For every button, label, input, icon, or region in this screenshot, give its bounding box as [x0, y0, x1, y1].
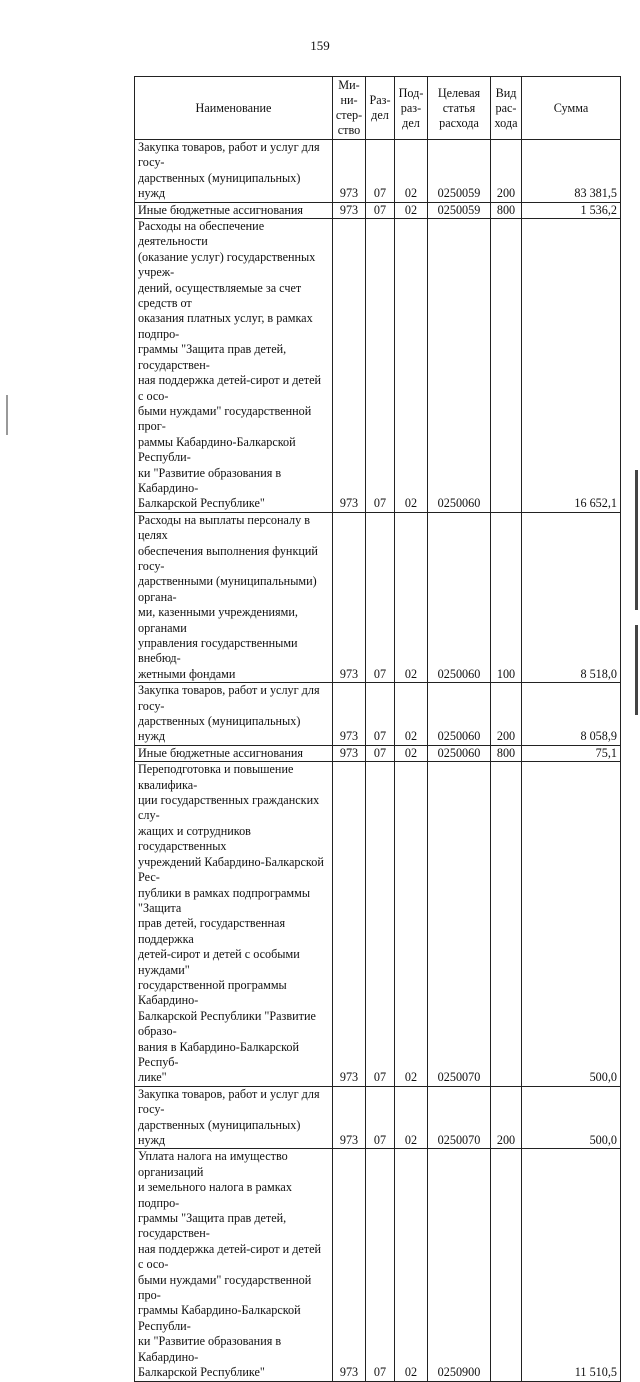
cell-name: Иные бюджетные ассигнования: [135, 202, 333, 218]
cell-expense-type: 200: [491, 140, 522, 203]
cell-name: Переподготовка и повышение квалифика- ции государственных гражданских слу- жащих и сотрудников государственных учреждений Кабардино-Балкарской Рес- публики в рамках подпрограммы "Защита прав детей, государственная поддержка детей-сирот и детей с особыми нуждами" государственной программы Кабардино- Балкарской Республики "Развитие образо- вания в Кабардино-Балкарской Респуб- лике": [135, 762, 333, 1087]
cell-name: Уплата налога на имущество организаций и земельного налога в рамках подпро- граммы "Защита прав детей, государствен- ная поддержка детей-сирот и детей с осо- быми нуждами" государственной про- граммы Кабардино-Балкарской Республи- ки "Развитие образования в Кабардино- Балкарской Республике": [135, 1149, 333, 1381]
cell-ministry: 973: [333, 512, 366, 682]
header-sum: Сумма: [522, 77, 621, 140]
scan-edge-mark: [635, 470, 638, 610]
cell-target: 0250060: [428, 683, 491, 746]
cell-subsection: 02: [395, 683, 428, 746]
cell-subsection: 02: [395, 219, 428, 513]
table-row: [135, 745, 621, 761]
cell-section: 07: [366, 219, 395, 513]
cell-section: 07: [366, 762, 395, 1087]
cell-section: 07: [366, 745, 395, 761]
cell-subsection: 02: [395, 202, 428, 218]
cell-subsection: 02: [395, 512, 428, 682]
cell-name: Закупка товаров, работ и услуг для госу- дарственных (муниципальных) нужд: [135, 1086, 333, 1149]
cell-subsection: 02: [395, 1149, 428, 1381]
cell-section: 07: [366, 202, 395, 218]
cell-target: 0250060: [428, 745, 491, 761]
table-body: [135, 140, 621, 1382]
cell-sum: 500,0: [522, 762, 621, 1087]
cell-sum: 11 510,5: [522, 1149, 621, 1381]
cell-subsection: 02: [395, 1086, 428, 1149]
cell-ministry: 973: [333, 202, 366, 218]
header-target: Целевая статья расхода: [428, 77, 491, 140]
cell-name: Иные бюджетные ассигнования: [135, 745, 333, 761]
cell-ministry: 973: [333, 140, 366, 203]
scan-edge-mark: [6, 395, 8, 435]
cell-sum: 8 058,9: [522, 683, 621, 746]
cell-sum: 83 381,5: [522, 140, 621, 203]
header-subsection: Под- раз- дел: [395, 77, 428, 140]
cell-name: Закупка товаров, работ и услуг для госу- дарственных (муниципальных) нужд: [135, 140, 333, 203]
table-row: [135, 219, 621, 513]
cell-sum: 8 518,0: [522, 512, 621, 682]
cell-ministry: 973: [333, 1086, 366, 1149]
cell-target: 0250070: [428, 762, 491, 1087]
cell-target: 0250070: [428, 1086, 491, 1149]
cell-target: 0250060: [428, 512, 491, 682]
cell-ministry: 973: [333, 762, 366, 1087]
table-row: [135, 1149, 621, 1381]
cell-subsection: 02: [395, 745, 428, 761]
cell-sum: 1 536,2: [522, 202, 621, 218]
cell-expense-type: 800: [491, 745, 522, 761]
cell-sum: 75,1: [522, 745, 621, 761]
cell-section: 07: [366, 1086, 395, 1149]
table-row: [135, 1086, 621, 1149]
cell-expense-type: 200: [491, 683, 522, 746]
cell-expense-type: [491, 1149, 522, 1381]
table-row: [135, 202, 621, 218]
cell-target: 0250900: [428, 1149, 491, 1381]
cell-name: Расходы на выплаты персоналу в целях обеспечения выполнения функций госу- дарственными (муниципальными) органа- ми, казенными учреждениями, органами управления государственными внебюд- жетными фондами: [135, 512, 333, 682]
cell-ministry: 973: [333, 683, 366, 746]
cell-section: 07: [366, 140, 395, 203]
table-row: [135, 140, 621, 203]
header-expense-type: Вид рас- хода: [491, 77, 522, 140]
page-number: 159: [310, 38, 330, 53]
cell-ministry: 973: [333, 745, 366, 761]
header-section: Раз- дел: [366, 77, 395, 140]
cell-ministry: 973: [333, 1149, 366, 1381]
cell-sum: 16 652,1: [522, 219, 621, 513]
cell-target: 0250060: [428, 219, 491, 513]
cell-expense-type: [491, 762, 522, 1087]
table-row: [135, 762, 621, 1087]
cell-section: 07: [366, 512, 395, 682]
table-row: [135, 683, 621, 746]
header-ministry: Ми- ни- стер- ство: [333, 77, 366, 140]
cell-expense-type: [491, 219, 522, 513]
budget-table: [134, 76, 621, 1382]
cell-name: Расходы на обеспечение деятельности (оказание услуг) государственных учреж- дений, осуществляемые за счет средств от оказания платных услуг, в рамках подпро- граммы "Защита прав детей, государствен- ная поддержка детей-сирот и детей с осо- быми нуждами" государственной прог- раммы Кабардино-Балкарской Республи- ки "Развитие образования в Кабардино- Балкарской Республике": [135, 219, 333, 513]
cell-expense-type: 800: [491, 202, 522, 218]
table-row: [135, 512, 621, 682]
cell-expense-type: 200: [491, 1086, 522, 1149]
cell-subsection: 02: [395, 762, 428, 1087]
cell-target: 0250059: [428, 202, 491, 218]
scan-edge-mark: [635, 625, 638, 715]
table-header-row: [135, 77, 621, 140]
cell-expense-type: 100: [491, 512, 522, 682]
cell-subsection: 02: [395, 140, 428, 203]
header-name: Наименование: [135, 77, 333, 140]
cell-sum: 500,0: [522, 1086, 621, 1149]
cell-name: Закупка товаров, работ и услуг для госу- дарственных (муниципальных) нужд: [135, 683, 333, 746]
cell-target: 0250059: [428, 140, 491, 203]
cell-ministry: 973: [333, 219, 366, 513]
cell-section: 07: [366, 1149, 395, 1381]
cell-section: 07: [366, 683, 395, 746]
